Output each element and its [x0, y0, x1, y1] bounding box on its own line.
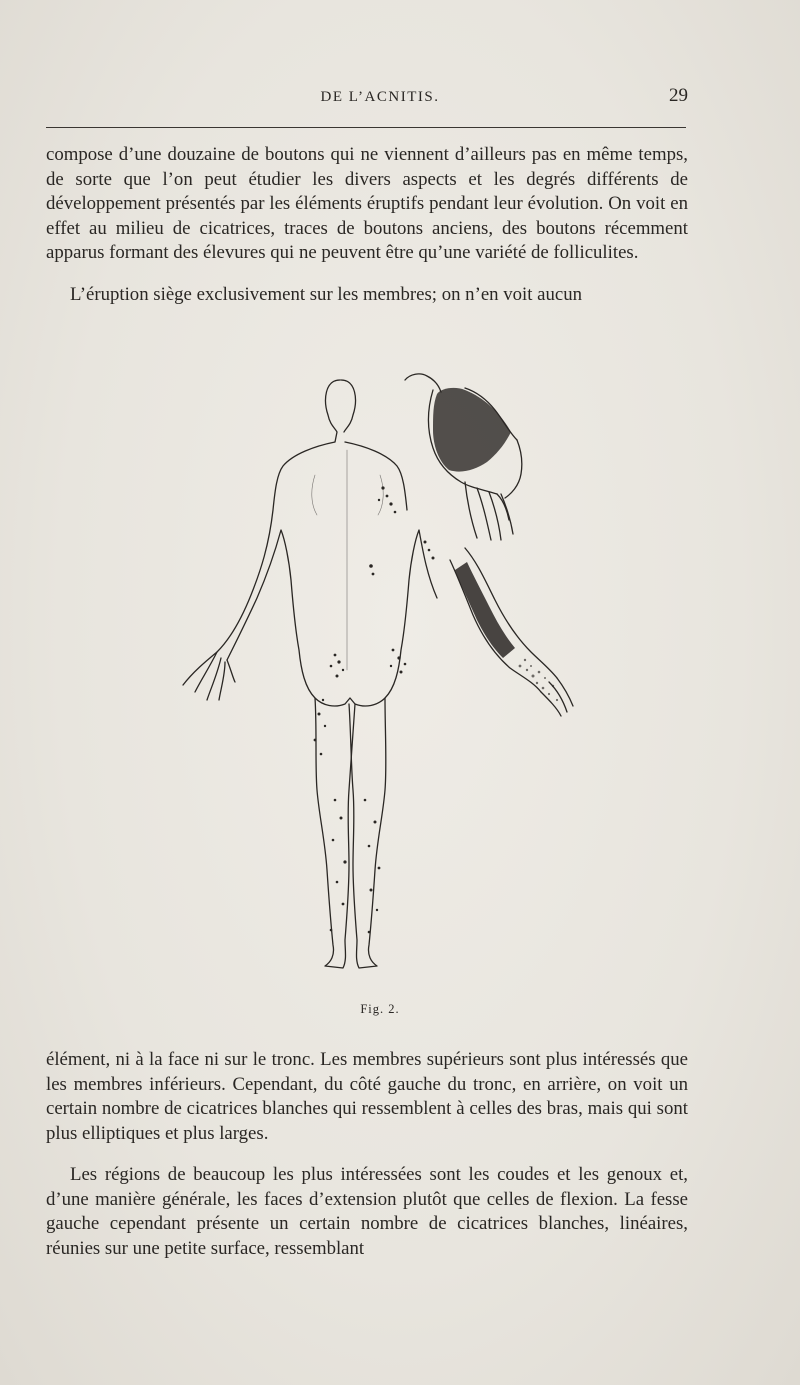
anatomical-figure	[165, 370, 585, 990]
right-hand-drawing	[405, 374, 522, 540]
figure-caption: Fig. 2.	[360, 1002, 400, 1016]
paragraph: compose d’une douzaine de boutons qui ne viennent d’ailleurs pas en même temps, de sorte que l’on peut étudier les divers aspects et les degrés différents de développement présentés par les éléments éruptifs pendant leur évolution. On voit en effet au milieu de cicatrices, traces de boutons anciens, des boutons récemment apparus formant des élevures qui ne peuvent être qu’une variété de folliculites.	[46, 144, 688, 263]
page-number: 29	[669, 85, 688, 106]
paragraph: Les régions de beaucoup les plus intéressées sont les coudes et les genoux et, d’une manière générale, les faces d’extension plutôt que celles de flexion. La fesse gauche cependant présente un certain nombre de cicatrices blanches, linéaires, réunies sur une petite surface, ressemblant	[46, 1164, 688, 1259]
body-back-outline	[183, 380, 437, 968]
paragraph: L’éruption siège exclusivement sur les membres; on n’en voit aucun	[70, 284, 583, 305]
left-arm-drawing	[450, 548, 573, 716]
paragraph: élément, ni à la face ni sur le tronc. Les membres supérieurs sont plus intéressés que les membres inférieurs. Cependant, du côté gauche du tronc, en arrière, on voit un certain nombre de cicatrices blanches qui ressemblent à celles des bras, mais qui sont plus elliptiques et plus larges.	[46, 1049, 688, 1144]
running-title: DE L’ACNITIS.	[320, 89, 440, 105]
lesion-dots	[314, 486, 435, 933]
header-rule	[46, 127, 686, 128]
